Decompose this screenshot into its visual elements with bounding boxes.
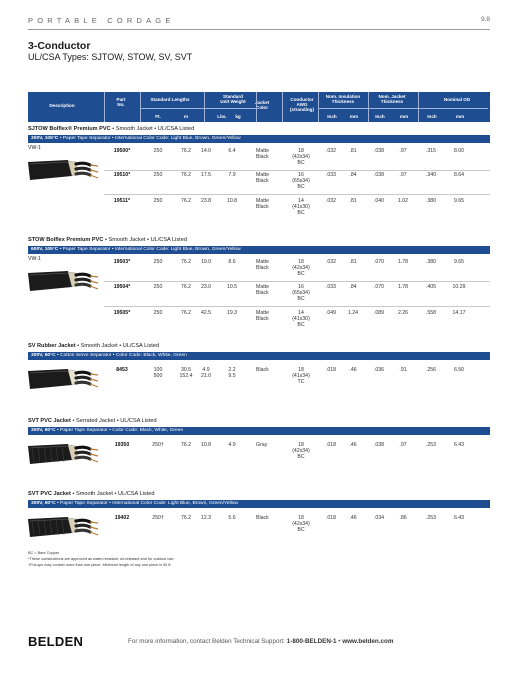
col-standard-lengths: Standard Lengths — [150, 97, 190, 102]
cell-jk-in: .040 — [373, 198, 385, 204]
cell-m: 76.2 — [180, 284, 192, 290]
cell-lbs: 19.0 — [200, 259, 212, 265]
cell-awg: 18 (42x34) BC — [292, 442, 310, 461]
cell-od-in: .558 — [425, 310, 437, 316]
cell-jk-in: .089 — [373, 310, 385, 316]
cell-ft: 250 — [153, 148, 163, 154]
sub-inch-jk: Inch — [375, 114, 385, 119]
cell-kg: 10.8 — [226, 198, 238, 204]
section-name: SJTOW Bolflex® Premium PVC — [28, 126, 111, 132]
table-header — [28, 92, 490, 122]
cell-kg: 6.4 — [228, 148, 236, 154]
page-subtitle: UL/CSA Types: SJTOW, STOW, SV, SVT — [28, 52, 193, 62]
cell-part: 8453 — [116, 367, 128, 373]
page-number: 9.8 — [480, 16, 490, 23]
sub-m: m — [183, 114, 189, 119]
table-row — [28, 198, 490, 220]
footnote: BC = Bare Copper — [28, 551, 60, 555]
cell-jk-mm: .97 — [399, 172, 407, 178]
header-divider-line — [256, 92, 257, 122]
section-spec-text: • Paper Tape Separator • Color Code: Black, White, Green — [55, 428, 184, 433]
cell-od-mm: 8.00 — [453, 148, 465, 154]
cell-jk-in: .034 — [373, 515, 385, 521]
section-name: SVT PVC Jacket — [28, 491, 71, 497]
cell-awg: 16 (65x34) BC — [292, 172, 310, 191]
cell-jk-mm: 1.78 — [397, 284, 409, 290]
header-divider-line — [282, 92, 283, 122]
cell-ft: 250† — [152, 515, 164, 521]
section-name: STOW Bolflex Premium PVC — [28, 237, 104, 243]
section-description: • Smooth Jacket • UL/CSA Listed — [103, 237, 187, 243]
cell-awg: 18 (42x34) BC — [292, 259, 310, 278]
row-divider — [104, 306, 490, 307]
section-spec-bar — [28, 352, 490, 360]
section-spec-text: • Paper Tape Separator • International Color Code: Light Blue, Brown, Green/Yellow — [58, 247, 241, 252]
cell-od-mm: 6.43 — [453, 442, 465, 448]
section-spec-bar — [28, 135, 490, 143]
page-header — [28, 16, 490, 30]
cell-part: 19503* — [113, 259, 131, 265]
cell-ft: 250 — [153, 198, 163, 204]
cell-jk-mm: 2.26 — [397, 310, 409, 316]
cell-m: 76.2 — [180, 310, 192, 316]
cell-color: Matte Black — [256, 284, 269, 297]
cell-ft: 250 — [153, 284, 163, 290]
table-row — [28, 284, 490, 306]
cell-jk-in: .070 — [373, 284, 385, 290]
cell-color: Gray — [256, 442, 268, 448]
cell-od-in: .256 — [425, 367, 437, 373]
sub-ft: Ft. — [155, 114, 161, 119]
cell-m: 76.2 — [180, 198, 192, 204]
cell-ft: 250 — [153, 310, 163, 316]
flame-rating-label: VW-1 — [28, 145, 41, 151]
cell-ins-mm: .46 — [349, 515, 357, 521]
section-rating: 300V, 60°C — [31, 428, 56, 433]
cell-part: 19504* — [113, 284, 131, 290]
cell-ins-mm: .81 — [349, 259, 357, 265]
section-title — [28, 491, 154, 497]
cell-ins-mm: .84 — [349, 284, 357, 290]
section-description: • Smooth Jacket • UL/CSA Listed — [70, 491, 155, 497]
header-divider-line — [204, 92, 205, 122]
cell-kg: 5.6 — [228, 515, 236, 521]
cell-ins-mm: .84 — [349, 172, 357, 178]
cell-lbs: 14.0 — [200, 148, 212, 154]
cell-jk-in: .038 — [373, 172, 385, 178]
sub-mm-ins: mm — [349, 114, 359, 119]
header-divider-line — [104, 92, 105, 122]
cell-jk-mm: .97 — [399, 148, 407, 154]
cell-jk-mm: 1.78 — [397, 259, 409, 265]
cell-ft: 100 500 — [153, 367, 163, 380]
cell-od-in: .340 — [425, 172, 437, 178]
table-row — [28, 310, 490, 332]
table-row — [28, 172, 490, 194]
cell-part: 19402 — [114, 515, 130, 521]
sub-mm-od: mm — [455, 114, 465, 119]
cell-ins-in: .032 — [325, 148, 337, 154]
footer-url[interactable]: www.belden.com — [342, 638, 394, 645]
footnote: †Put-ups may contain more than one piece. Minimum length of any one piece is 50 ft. — [28, 562, 172, 567]
cell-part: 19511* — [113, 198, 131, 204]
cell-color: Matte Black — [256, 259, 269, 272]
cell-color: Matte Black — [256, 198, 269, 211]
header-divider-line — [318, 92, 319, 122]
section-spec-bar — [28, 500, 490, 508]
cell-m: 76.2 — [180, 259, 192, 265]
section-rating: 300V, 105°C — [31, 136, 59, 141]
cell-jk-mm: .86 — [399, 515, 407, 521]
header-subrule — [140, 108, 256, 109]
cell-od-mm: 9.65 — [453, 198, 465, 204]
cell-ins-in: .033 — [325, 284, 337, 290]
cell-jk-in: .038 — [373, 148, 385, 154]
row-divider — [104, 281, 490, 282]
section-description: • Serrated Jacket • UL/CSA Listed — [70, 418, 157, 424]
cell-jk-in: .070 — [373, 259, 385, 265]
sub-inch-od: Inch — [427, 114, 437, 119]
cell-od-mm: 10.29 — [452, 284, 466, 290]
footer-separator: • — [336, 638, 343, 645]
section-spec-bar — [28, 427, 490, 435]
cell-lbs: 23.0 — [200, 284, 212, 290]
table-row — [28, 148, 490, 170]
cell-m: 30.5 152.4 — [179, 367, 193, 380]
section-description: • Smooth Jacket • UL/CSA Listed — [75, 343, 160, 349]
cell-ins-in: .049 — [325, 310, 337, 316]
section-rating: 600V, 105°C — [31, 247, 59, 252]
footer-lead-text: For more information, contact Belden Technical Support: — [128, 638, 287, 645]
cell-part: 19350 — [114, 442, 130, 448]
cell-m: 76.2 — [180, 515, 192, 521]
col-jacket-thickness: Nom. Jacket Thickness — [378, 94, 406, 105]
flame-rating-label: VW-1 — [28, 256, 41, 262]
cell-lbs: 12.3 — [200, 515, 212, 521]
cell-od-in: .380 — [425, 198, 437, 204]
section-title — [28, 126, 194, 132]
cell-jk-mm: .97 — [399, 442, 407, 448]
footnote: *These constructions are approved as water-resistant, oil-resistant and for outdoor use. — [28, 556, 175, 561]
cell-lbs: 17.5 — [200, 172, 212, 178]
col-jacket-color: Jacket Color — [254, 100, 270, 111]
cell-lbs: 10.8 — [200, 442, 212, 448]
cell-jk-mm: 1.02 — [397, 198, 409, 204]
table-row — [28, 367, 490, 389]
section-title — [28, 237, 187, 243]
cell-ins-in: .018 — [325, 515, 337, 521]
footer-contact — [128, 638, 393, 645]
cell-color: Matte Black — [256, 148, 269, 161]
footer-phone: 1-800-BELDEN-1 — [286, 638, 337, 645]
cell-od-in: .253 — [425, 515, 437, 521]
section-title — [28, 418, 157, 424]
cell-color: Black — [256, 515, 269, 521]
cell-awg: 18 (42x34) BC — [292, 148, 310, 167]
cell-ins-mm: 1.24 — [347, 310, 359, 316]
cell-ins-mm: .81 — [349, 148, 357, 154]
section-rating: 300V, 60°C — [31, 501, 56, 506]
cell-od-in: .253 — [425, 442, 437, 448]
sub-mm-jk: mm — [399, 114, 409, 119]
cell-kg: 7.9 — [228, 172, 236, 178]
cell-awg: 18 (41x34) TC — [292, 367, 310, 386]
cell-ft: 250 — [153, 172, 163, 178]
cell-m: 76.2 — [180, 172, 192, 178]
section-spec-text: • Cotton Serve Separator • Color Code: Black, White, Green — [55, 353, 187, 358]
col-conductor-awg: Conductor AWG (stranding) — [290, 97, 314, 113]
section-spec-text: • Paper Tape Separator • International Color Code: Light Blue, Brown, Green/Yellow — [58, 136, 241, 141]
col-unit-weight: Standard Unit Weight — [220, 94, 246, 105]
section-name: SVT PVC Jacket — [28, 418, 71, 424]
cell-color: Matte Black — [256, 172, 269, 185]
cell-jk-in: .036 — [373, 367, 385, 373]
col-nominal-od: Nominal OD — [443, 97, 471, 102]
cell-kg: 4.9 — [228, 442, 236, 448]
cell-color: Black — [256, 367, 269, 373]
cell-lbs: 42.5 — [200, 310, 212, 316]
table-row — [28, 442, 490, 464]
section-description: • Smooth Jacket • UL/CSA Listed — [110, 126, 195, 132]
cell-lbs: 4.9 21.0 — [200, 367, 212, 380]
catalog-section-title: PORTABLE CORDAGE — [28, 16, 175, 25]
page-title: 3-Conductor — [28, 40, 91, 52]
cell-part: 19510* — [113, 172, 131, 178]
cell-ins-mm: .46 — [349, 367, 357, 373]
row-divider — [104, 170, 490, 171]
cell-od-in: .380 — [425, 259, 437, 265]
cell-jk-mm: .91 — [399, 367, 407, 373]
section-spec-bar — [28, 246, 490, 254]
cell-od-mm: 6.50 — [453, 367, 465, 373]
cell-kg: 2.2 9.5 — [228, 367, 236, 380]
cell-kg: 8.6 — [228, 259, 236, 265]
cell-ins-in: .018 — [325, 367, 337, 373]
cell-m: 76.2 — [180, 148, 192, 154]
header-divider-line — [140, 92, 141, 122]
header-divider-line — [368, 92, 369, 122]
cell-od-mm: 6.43 — [453, 515, 465, 521]
cell-ins-mm: .81 — [349, 198, 357, 204]
sub-lbs: Lbs. — [217, 114, 227, 119]
cell-od-mm: 8.64 — [453, 172, 465, 178]
cell-jk-in: .038 — [373, 442, 385, 448]
product-section — [28, 126, 490, 216]
cell-lbs: 23.8 — [200, 198, 212, 204]
cell-ins-in: .032 — [325, 198, 337, 204]
product-section — [28, 237, 490, 327]
section-spec-text: • Paper Tape Separator • International Color Code: Light Blue, Brown, Green/Yellow — [55, 501, 238, 506]
cell-od-in: .315 — [425, 148, 437, 154]
cell-awg: 14 (41x30) BC — [292, 310, 310, 329]
cell-ins-in: .032 — [325, 259, 337, 265]
cell-awg: 14 (41x30) BC — [292, 198, 310, 217]
cell-ins-mm: .46 — [349, 442, 357, 448]
col-part-no: Part No. — [116, 97, 126, 108]
section-title — [28, 343, 159, 349]
cell-part: 19500* — [113, 148, 131, 154]
table-row — [28, 515, 490, 537]
footnotes — [28, 551, 174, 568]
cell-ins-in: .033 — [325, 172, 337, 178]
belden-logo: BELDEN — [28, 634, 84, 649]
cell-color: Matte Black — [256, 310, 269, 323]
section-name: SV Rubber Jacket — [28, 343, 76, 349]
cell-ft: 250 — [153, 259, 163, 265]
cell-part: 19505* — [113, 310, 131, 316]
cell-od-in: .405 — [425, 284, 437, 290]
section-rating: 300V, 60°C — [31, 353, 56, 358]
row-divider — [104, 194, 490, 195]
cell-od-mm: 14.17 — [452, 310, 466, 316]
cell-ins-in: .018 — [325, 442, 337, 448]
col-insulation-thickness: Nom. Insulation Thickness — [325, 94, 361, 105]
header-divider-line — [418, 92, 419, 122]
sub-inch-ins: Inch — [327, 114, 337, 119]
cell-awg: 18 (42x34) BC — [292, 515, 310, 534]
header-subrule — [318, 108, 488, 109]
cell-kg: 19.3 — [226, 310, 238, 316]
col-description: Description — [49, 103, 75, 108]
cell-awg: 16 (65x34) BC — [292, 284, 310, 303]
table-row — [28, 259, 490, 281]
cell-kg: 10.5 — [226, 284, 238, 290]
cell-od-mm: 9.65 — [453, 259, 465, 265]
cell-m: 76.2 — [180, 442, 192, 448]
sub-kg: kg — [235, 114, 241, 119]
header-divider — [28, 29, 490, 30]
cell-ft: 250† — [152, 442, 164, 448]
